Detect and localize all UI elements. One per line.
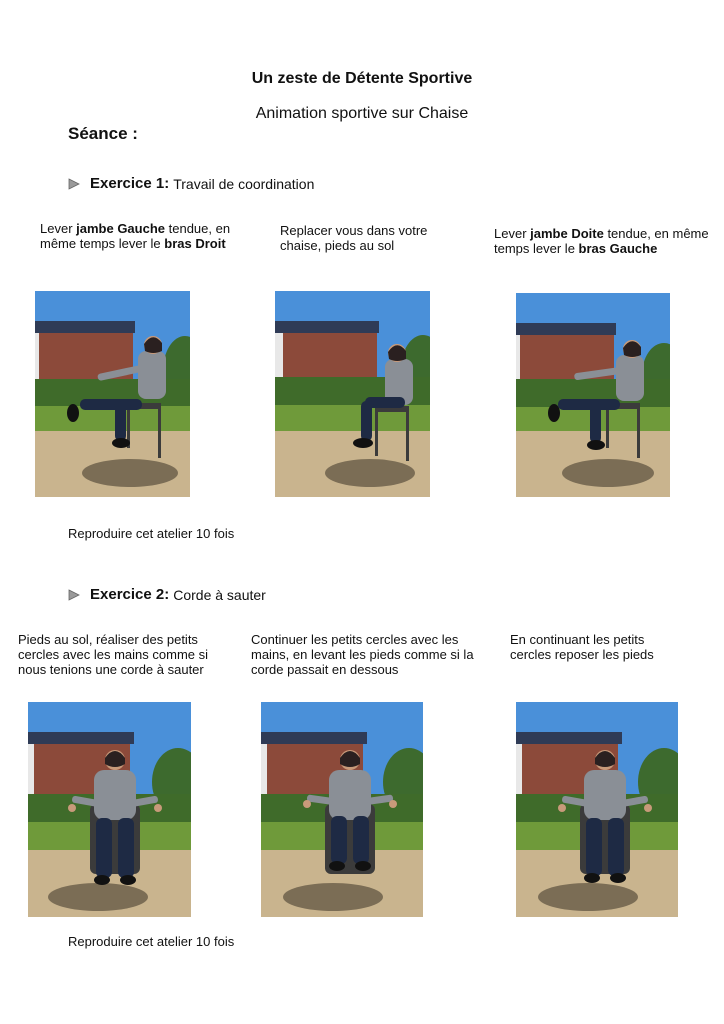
play-triangle-icon bbox=[68, 589, 80, 601]
exercise-2-photo-1 bbox=[28, 702, 191, 917]
exercise-1-label: Exercice 1: bbox=[90, 175, 170, 192]
exercise-2-heading bbox=[68, 586, 266, 603]
exercise-1-heading bbox=[68, 175, 314, 192]
play-triangle-icon bbox=[68, 178, 80, 190]
page-subtitle: Animation sportive sur Chaise bbox=[255, 105, 469, 122]
session-heading: Séance : bbox=[68, 124, 138, 143]
exercise-1-repeat-note: Reproduire cet atelier 10 fois bbox=[68, 526, 235, 541]
exercise-1-photo-3 bbox=[516, 293, 670, 497]
exercise-2-photo-2 bbox=[261, 702, 423, 917]
page-title: Un zeste de Détente Sportive bbox=[251, 70, 473, 87]
exercise-2-step-3-caption: En continuant les petits cercles reposer les pieds bbox=[510, 632, 654, 662]
exercise-1-step-3-caption: Lever jambe Doite tendue, en même temps lever le bras Gauche bbox=[494, 226, 709, 256]
exercise-2-repeat-note: Reproduire cet atelier 10 fois bbox=[68, 934, 235, 949]
exercise-2-step-1-caption: Pieds au sol, réaliser des petits cercles avec les mains comme si nous tenions une corde à sauter bbox=[18, 632, 208, 677]
exercise-2-photo-3 bbox=[516, 702, 678, 917]
exercise-2-step-2-caption: Continuer les petits cercles avec les mains, en levant les pieds comme si la corde passait en dessous bbox=[251, 632, 474, 677]
exercise-1-name: Travail de coordination bbox=[173, 175, 315, 192]
exercise-2-name: Corde à sauter bbox=[173, 586, 266, 603]
exercise-2-label: Exercice 2: bbox=[90, 586, 170, 603]
exercise-1-step-2-caption: Replacer vous dans votre chaise, pieds au sol bbox=[280, 223, 428, 253]
exercise-1-photo-1 bbox=[35, 291, 190, 497]
exercise-1-step-1-caption: Lever jambe Gauche tendue, en même temps lever le bras Droit bbox=[40, 221, 231, 251]
exercise-1-photo-2 bbox=[275, 291, 430, 497]
